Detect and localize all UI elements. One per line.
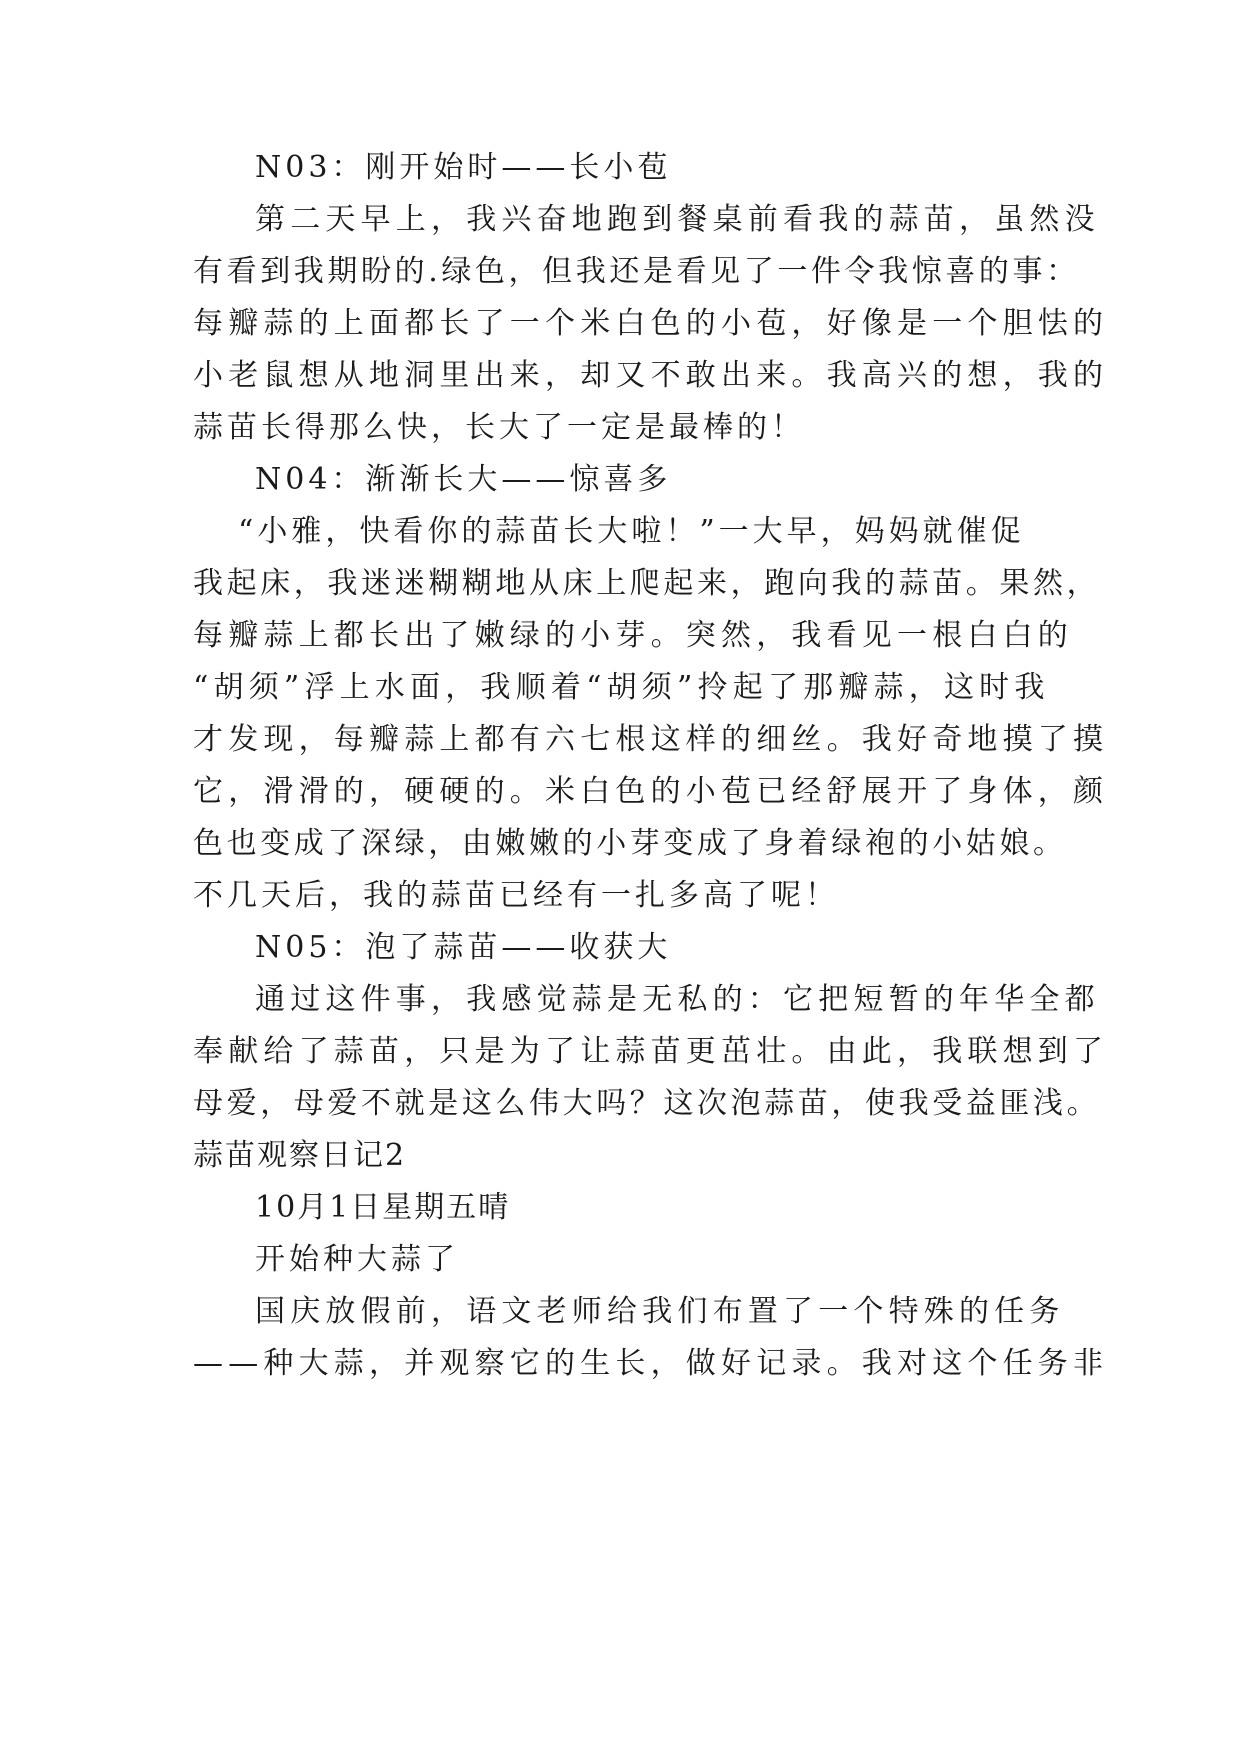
paragraph-line: 小老鼠想从地洞里出来，却又不敢出来。我高兴的想，我的	[193, 358, 1109, 393]
section-title: 蒜苗观察日记2	[193, 1138, 407, 1173]
paragraph-line: 它，滑滑的，硬硬的。米白色的小苞已经舒展开了身体，颜	[193, 774, 1109, 809]
heading-no3: N03：刚开始时——长小苞	[255, 150, 672, 185]
paragraph-line: 色也变成了深绿，由嫩嫩的小芽变成了身着绿袍的小姑娘。	[193, 826, 1067, 861]
paragraph-line: 母爱，母爱不就是这么伟大吗？这次泡蒜苗，使我受益匪浅。	[193, 1086, 1101, 1121]
paragraph-line: 有看到我期盼的.绿色，但我还是看见了一件令我惊喜的事：	[193, 254, 1080, 289]
heading-no5: N05：泡了蒜苗——收获大	[255, 930, 672, 965]
diary-date: 10月1日星期五晴	[255, 1190, 511, 1225]
diary-subtitle: 开始种大蒜了	[255, 1242, 459, 1277]
paragraph-line: 不几天后，我的蒜苗已经有一扎多高了呢！	[193, 878, 839, 913]
paragraph-line: 国庆放假前，语文老师给我们布置了一个特殊的任务	[255, 1294, 1065, 1329]
paragraph-line: ——种大蒜，并观察它的生长，做好记录。我对这个任务非	[193, 1346, 1109, 1381]
paragraph-line: 奉献给了蒜苗，只是为了让蒜苗更茁壮。由此，我联想到了	[193, 1034, 1109, 1069]
paragraph-line: “胡须”浮上水面，我顺着“胡须”拎起了那瓣蒜，这时我	[193, 670, 1050, 705]
paragraph-line: 每瓣蒜的上面都长了一个米白色的小苞，好像是一个胆怯的	[193, 306, 1109, 341]
paragraph-line: “小雅，快看你的蒜苗长大啦！”一大早，妈妈就催促	[238, 514, 1025, 549]
paragraph-line: 我起床，我迷迷糊糊地从床上爬起来，跑向我的蒜苗。果然，	[193, 566, 1101, 601]
paragraph-line: 每瓣蒜上都长出了嫩绿的小芽。突然，我看见一根白白的	[193, 618, 1073, 653]
paragraph-line: 蒜苗长得那么快，长大了一定是最棒的！	[193, 410, 805, 445]
paragraph-line: 才发现，每瓣蒜上都有六七根这样的细丝。我好奇地摸了摸	[193, 722, 1109, 757]
heading-no4: N04：渐渐长大——惊喜多	[255, 462, 672, 497]
paragraph-line: 通过这件事，我感觉蒜是无私的：它把短暂的年华全都	[255, 982, 1100, 1017]
paragraph-line: 第二天早上，我兴奋地跑到餐桌前看我的蒜苗，虽然没	[255, 202, 1100, 237]
